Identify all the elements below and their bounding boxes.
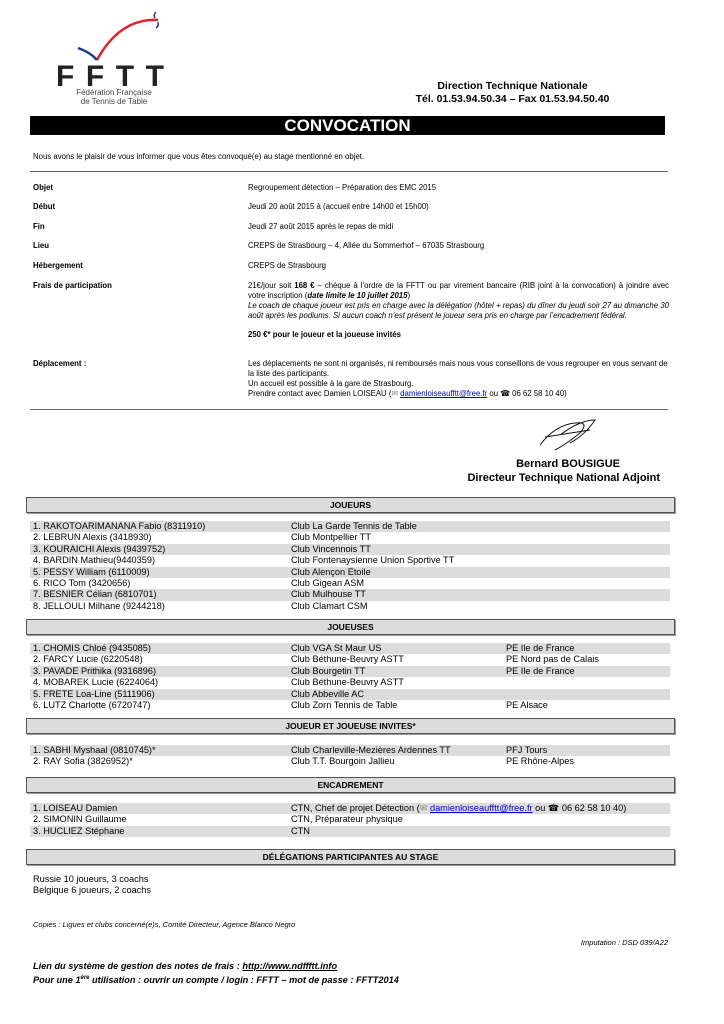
- list-row: [30, 677, 670, 688]
- club: Club Bourgetin TT: [291, 665, 366, 676]
- header-phone: Tél. 01.53.94.50.34 – Fax 01.53.94.50.40: [415, 93, 610, 105]
- divider: [30, 171, 668, 172]
- list-row: [30, 803, 670, 814]
- list-row: [30, 643, 670, 654]
- text: 21€/jour soit: [248, 281, 295, 290]
- list-row: [30, 814, 670, 825]
- section-list: [30, 745, 670, 768]
- intro-text: Nous avons le plaisir de vous informer que vous êtes convoqué(e) au stage mentionné en objet.: [33, 152, 365, 161]
- divider: [30, 409, 668, 410]
- list-row: [30, 826, 670, 837]
- signature-image: [535, 415, 605, 460]
- list-row: [30, 745, 670, 756]
- envelope-icon: ✉: [391, 389, 401, 398]
- list-row: [30, 700, 670, 711]
- person-name: 8. JELLOULI Milhane (9244218): [33, 600, 165, 611]
- text: CTN, Chef de projet Détection (: [291, 803, 420, 813]
- club: Club Clamart CSM: [291, 600, 368, 611]
- affiliation: PE Nord pas de Calais: [506, 654, 599, 665]
- section-list: [30, 521, 670, 612]
- club: Club Fontenaysienne Union Sportive TT: [291, 555, 455, 566]
- list-row: [30, 756, 670, 767]
- value: Jeudi 27 août 2015 après le repas de midi: [248, 222, 394, 231]
- section-header: ENCADREMENT: [26, 777, 675, 793]
- affiliation: PE Rhône-Alpes: [506, 756, 574, 767]
- label: Lieu: [33, 241, 50, 250]
- person-name: 6. RICO Tom (3420656): [33, 577, 131, 588]
- club: CTN, Préparateur physique: [291, 814, 403, 825]
- club: Club Alençon Etoile: [291, 566, 371, 577]
- value: Jeudi 20 août 2015 à (accueil entre 14h00 et 15h00): [248, 202, 429, 211]
- person-name: 6. LUTZ Charlotte (6720747): [33, 699, 151, 710]
- label: Déplacement :: [33, 359, 87, 368]
- text: Prendre contact avec Damien LOISEAU (: [248, 389, 392, 398]
- value: [248, 359, 669, 399]
- list-row: [30, 589, 670, 600]
- person-name: 2. SIMONIN Guillaume: [33, 814, 127, 825]
- copies-text: Copies : Ligues et clubs concerné(e)s, Comité Directeur, Agence Blanco Negro: [33, 920, 296, 929]
- club: Club Mulhouse TT: [291, 589, 366, 600]
- delegations-list: [33, 874, 151, 897]
- label: Début: [33, 202, 56, 211]
- section-header: DÉLÉGATIONS PARTICIPANTES AU STAGE: [26, 849, 675, 865]
- person-name: 5. PESSY William (6110009): [33, 566, 150, 577]
- label: Frais de participation: [33, 281, 112, 290]
- imputation-text: Imputation : DSD 039/A22: [580, 938, 668, 947]
- text: Les déplacements ne sont ni organisés, ni remboursés mais nous vous conseillons de vous regrouper en vous servant de la liste des participants.: [248, 359, 668, 378]
- person-name: 2. RAY Sofia (3826952)*: [33, 756, 133, 767]
- deadline: date limite le 10 juillet 2015: [307, 291, 408, 300]
- text: – chèque à l’ordre de la FFTT ou par virement bancaire (RIB joint à la convocation) à joindre avec votre inscription (: [248, 281, 669, 300]
- list-row: [30, 532, 670, 543]
- person-name: 1. SABHI Myshaal (0810745)*: [33, 745, 156, 755]
- text: Pour une 1: [33, 975, 81, 986]
- svg-text:FFTT: FFTT: [56, 60, 164, 93]
- section-header: JOUEUSES: [26, 619, 675, 635]
- person-name: 1. CHOMIS Chloé (9435085): [33, 643, 151, 653]
- value: [248, 281, 669, 340]
- logo-subtitle-1: Fédération Française: [76, 88, 152, 97]
- person-name: 4. MOBAREK Lucie (6224064): [33, 677, 159, 688]
- affiliation: PE Alsace: [506, 699, 548, 710]
- club: Club Béthune-Beuvry ASTT: [291, 654, 404, 665]
- label: Fin: [33, 222, 45, 231]
- affiliation: PE Ile de France: [506, 643, 575, 653]
- club: Club Abbeville AC: [291, 688, 365, 699]
- club: Club T.T. Bourgoin Jallieu: [291, 756, 395, 767]
- value: CREPS de Strasbourg – 4, Allée du Sommerhof – 67035 Strasbourg: [248, 241, 485, 250]
- club: CTN: [291, 825, 310, 836]
- person-name: 4. BARDIN Mathieu(9440359): [33, 555, 156, 566]
- signatory-name: Bernard BOUSIGUE: [516, 458, 620, 470]
- club: Club Montpellier TT: [291, 532, 371, 543]
- text: ère: [80, 975, 90, 981]
- person-name: 2. FARCY Lucie (6220548): [33, 654, 143, 665]
- role-contact: [291, 803, 626, 814]
- list-row: [30, 666, 670, 677]
- coach-note: Le coach de chaque joueur est pris en charge avec la délégation (hôtel + repas) du dîner du jeudi soir 27 au dimanche 30 août après les podiums. Si aucun coach n’est présent le joueur sera pris en charge par l’encadrement fédéral.: [248, 301, 669, 320]
- club: Club Gigean ASM: [291, 577, 365, 588]
- list-row: [30, 555, 670, 566]
- value: Regroupement détection – Préparation des EMC 2015: [248, 183, 437, 192]
- text: ou: [487, 389, 501, 398]
- person-name: 1. RAKOTOARIMANANA Fabio (8311910): [33, 521, 206, 531]
- person-name: 3. HUCLIEZ Stéphane: [33, 825, 125, 836]
- club: Club Charleville-Mezières Ardennes TT: [291, 745, 451, 755]
- list-row: [30, 654, 670, 665]
- person-name: 3. KOURAICHI Alexis (9439752): [33, 543, 166, 554]
- invite-fee: 250 €* pour le joueur et la joueuse invités: [248, 330, 401, 339]
- phone-icon: ☎: [547, 803, 562, 813]
- expense-url-link[interactable]: http://www.ndffftt.info: [242, 961, 338, 971]
- person-name: 7. BESNIER Célian (6810701): [33, 589, 157, 600]
- affiliation: PFJ Tours: [506, 745, 548, 755]
- delegation-item: Russie 10 joueurs, 3 coachs: [33, 874, 149, 884]
- email-link[interactable]: damienloiseaufftt@free.fr: [429, 803, 533, 813]
- section-list: [30, 643, 670, 711]
- amount: 168 €: [294, 281, 315, 290]
- club: Club Vincennois TT: [291, 543, 371, 554]
- envelope-icon: ✉: [419, 803, 430, 813]
- list-row: [30, 521, 670, 532]
- phone-icon: ☎: [500, 389, 513, 398]
- person-name: 3. PAVADE Prithika (9316896): [33, 665, 157, 676]
- delegation-item: Belgique 6 joueurs, 2 coachs: [33, 885, 151, 896]
- list-row: [30, 544, 670, 555]
- person-name: 1. LOISEAU Damien: [33, 803, 118, 813]
- email-link[interactable]: damienloiseaufftt@free.fr: [400, 389, 488, 398]
- club: Club VGA St Maur US: [291, 643, 382, 653]
- page-title: CONVOCATION: [30, 116, 665, 135]
- club: Club Béthune-Beuvry ASTT: [291, 677, 404, 688]
- text: utilisation : ouvrir un compte / login : FFTT – mot de passe : FFTT2014: [89, 975, 399, 986]
- logo-subtitle-2: de Tennis de Table: [80, 97, 148, 106]
- club: Club La Garde Tennis de Table: [291, 521, 417, 531]
- header-department: Direction Technique Nationale: [437, 80, 588, 92]
- list-row: [30, 578, 670, 589]
- list-row: [30, 601, 670, 612]
- phone: 06 62 58 10 40): [512, 389, 567, 398]
- footer-notes: [33, 960, 399, 986]
- text: ): [407, 291, 411, 300]
- text: Lien du système de gestion des notes de frais :: [33, 961, 243, 971]
- person-name: 2. LEBRUN Alexis (3418930): [33, 532, 152, 543]
- list-row: [30, 689, 670, 700]
- label: Objet: [33, 183, 53, 192]
- signatory-role: Directeur Technique National Adjoint: [467, 472, 660, 484]
- club: Club Zorn Tennis de Table: [291, 699, 398, 710]
- label: Hébergement: [33, 261, 83, 270]
- text: ou: [532, 803, 548, 813]
- person-name: 5. FRETE Loa-Line (5111906): [33, 688, 155, 699]
- section-header: JOUEURS: [26, 497, 675, 513]
- list-row: [30, 567, 670, 578]
- value: CREPS de Strasbourg: [248, 261, 327, 270]
- section-header: JOUEUR ET JOUEUSE INVITES*: [26, 718, 675, 734]
- fftt-logo: [50, 10, 170, 105]
- text: Un accueil est possible à la gare de Strasbourg.: [248, 379, 414, 388]
- affiliation: PE Ile de France: [506, 665, 575, 676]
- section-list: [30, 803, 670, 837]
- phone: 06 62 58 10 40): [561, 803, 627, 813]
